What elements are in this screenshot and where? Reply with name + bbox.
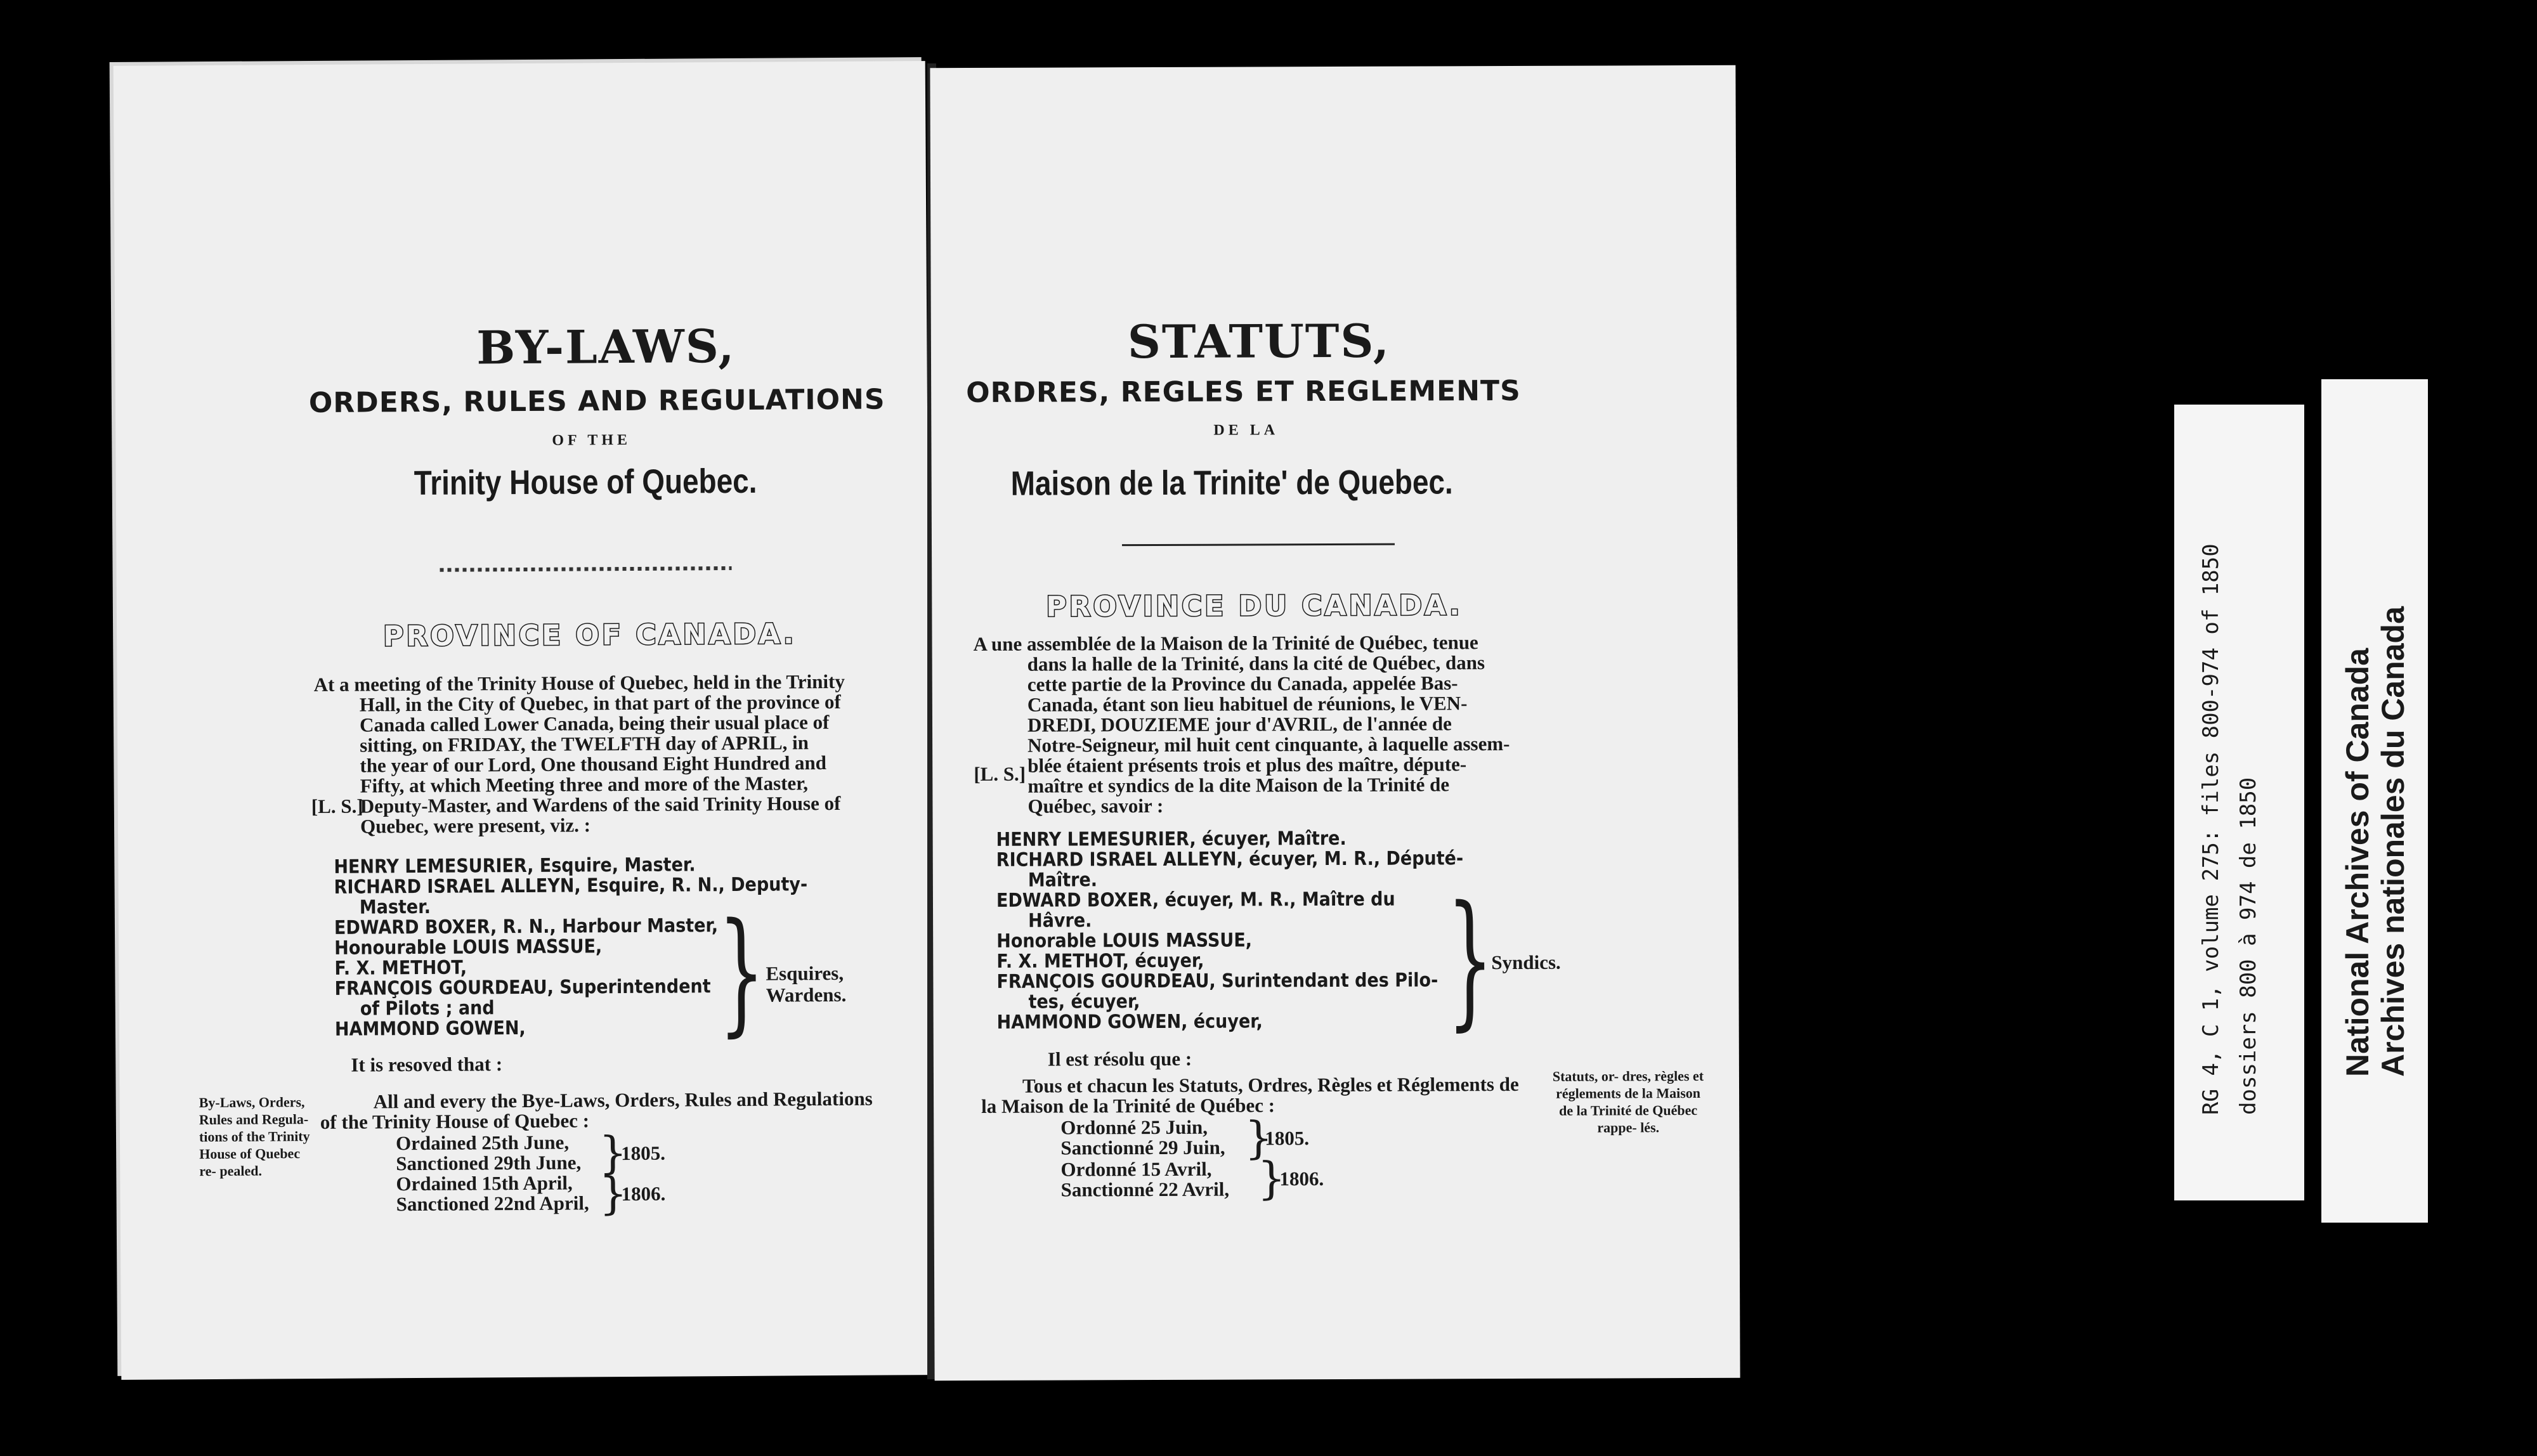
right-page — [930, 65, 1740, 1381]
right-brace-1806: } — [1257, 1152, 1286, 1205]
right-title: STATUTS, — [1127, 313, 1391, 369]
left-ornament-rule — [440, 566, 732, 572]
date-line: Sanctionné 22 Avril, — [1060, 1178, 1230, 1201]
left-resolved: It is resoved that : — [351, 1053, 503, 1076]
preamble-line: blée étaient présents trois et plus des maître, députe- — [1027, 753, 1467, 777]
date-line: Ordonné 25 Juin, — [1060, 1115, 1208, 1139]
right-all-line2: la Maison de la Trinité de Québec : — [981, 1094, 1275, 1117]
name-line: HENRY LEMESURIER, Esquire, Master. — [334, 854, 696, 878]
name-line: HAMMOND GOWEN, écuyer, — [996, 1010, 1263, 1034]
name-line: EDWARD BOXER, R. N., Harbour Master, — [334, 914, 719, 939]
name-line: tes, écuyer, — [1028, 991, 1140, 1013]
left-all-line2: of the Trinity House of Quebec : — [320, 1109, 590, 1133]
preamble-line: Notre-Seigneur, mil huit cent cinquante, à laquelle assem- — [1027, 732, 1510, 757]
preamble-line: maître et syndics de la dite Maison de la Trinité de — [1027, 773, 1450, 797]
left-year-1805: 1805. — [621, 1141, 666, 1165]
left-all-line1: All and every the Bye-Laws, Orders, Rules and Regulations — [373, 1087, 873, 1113]
left-province-heading: PROVINCE OF CANADA. — [383, 618, 797, 653]
preamble-line: cette partie de la Province du Canada, appelée Bas- — [1027, 672, 1458, 696]
right-rule — [1122, 543, 1395, 547]
preamble-line: Canada, étant son lieu habituel de réunions, le VEN- — [1027, 692, 1468, 716]
reference-line1: RG 4, C 1, volume 275: files 800-974 of 1850 — [2198, 543, 2224, 1115]
date-line: Sanctioned 22nd April, — [396, 1192, 589, 1216]
name-line: RICHARD ISRAEL ALLEYN, Esquire, R. N., Deputy- — [334, 873, 808, 899]
preamble-line: Deputy-Master, and Wardens of the said Trinity House of — [360, 791, 841, 817]
name-line: HAMMOND GOWEN, — [334, 1017, 526, 1041]
name-line: F. X. METHOT, écuyer, — [996, 949, 1204, 973]
archive-label — [2321, 379, 2428, 1223]
left-esquires: Esquires, — [766, 961, 844, 985]
name-line: EDWARD BOXER, écuyer, M. R., Maître du — [996, 888, 1395, 912]
left-wardens: Wardens. — [766, 983, 847, 1006]
date-line: Ordained 25th June, — [395, 1131, 570, 1155]
archive-english: National Archives of Canada — [2340, 647, 2375, 1077]
name-line: F. X. METHOT, — [334, 956, 467, 980]
right-subtitle: ORDRES, REGLES ET REGLEMENTS — [966, 374, 1521, 410]
right-margin-note: Statuts, or- dres, règles et réglements de la Maison de la Trinité de Québec rappe- lés. — [1552, 1067, 1704, 1136]
preamble-line: Hall, in the City of Quebec, in that part of the province of — [359, 690, 841, 716]
right-year-1806: 1806. — [1279, 1167, 1324, 1190]
preamble-line: Quebec, were present, viz. : — [360, 814, 591, 838]
left-year-1806: 1806. — [621, 1182, 666, 1206]
left-of-the: OF THE — [552, 431, 632, 449]
right-syndics: Syndics. — [1491, 951, 1561, 974]
date-line: Sanctionné 29 Juin, — [1060, 1136, 1225, 1159]
right-province-heading: PROVINCE DU CANADA. — [1046, 589, 1463, 623]
left-brace-1805: } — [598, 1127, 627, 1180]
right-house-name: Maison de la Trinite' de Quebec. — [1010, 463, 1453, 503]
right-brace-1805: } — [1244, 1112, 1273, 1164]
date-line: Ordained 15th April, — [396, 1171, 573, 1195]
left-margin-note: By-Laws, Orders, Rules and Regula- tions of the Trinity House of Quebec re- pealed. — [199, 1094, 310, 1180]
archive-french: Archives nationales du Canada — [2375, 606, 2411, 1077]
name-line: HENRY LEMESURIER, écuyer, Maître. — [996, 827, 1347, 851]
left-subtitle: ORDERS, RULES AND REGULATIONS — [308, 383, 885, 420]
preamble-line: Canada called Lower Canada, being their usual place of — [359, 711, 830, 736]
right-resolved: Il est résolu que : — [1047, 1047, 1192, 1070]
name-line: FRANÇOIS GOURDEAU, Surintendant des Pilo- — [996, 969, 1438, 993]
name-line: Master. — [359, 895, 431, 919]
preamble-line: A une assemblée de la Maison de la Trinité de Québec, tenue — [973, 631, 1478, 655]
left-wardens-brace: } — [717, 894, 766, 1050]
preamble-line: the year of our Lord, One thousand Eight Hundred and — [360, 751, 827, 777]
right-syndics-brace: } — [1446, 875, 1494, 1045]
right-de-la: DE LA — [1213, 422, 1279, 439]
name-line: Hâvre. — [1028, 909, 1092, 932]
left-brace-1806: } — [599, 1167, 628, 1220]
preamble-line: Québec, savoir : — [1027, 794, 1164, 817]
date-line: Ordonné 15 Avril, — [1060, 1157, 1212, 1181]
name-line: Maître. — [1027, 869, 1098, 892]
left-seal: [L. S.] — [311, 795, 363, 818]
preamble-line: dans la halle de la Trinité, dans la cité de Québec, dans — [1027, 651, 1485, 675]
left-title: BY-LAWS, — [476, 318, 736, 375]
right-all-line1: Tous et chacun les Statuts, Ordres, Règles et Réglements de — [1022, 1072, 1519, 1097]
name-line: FRANÇOIS GOURDEAU, Superintendent — [334, 975, 711, 1000]
right-year-1805: 1805. — [1265, 1127, 1310, 1150]
left-house-name: Trinity House of Quebec. — [414, 462, 757, 503]
preamble-line: DREDI, DOUZIEME jour d'AVRIL, de l'année de — [1027, 712, 1452, 736]
name-line: RICHARD ISRAEL ALLEYN, écuyer, M. R., Député- — [996, 847, 1464, 871]
reference-line2: dossiers 800 à 974 de 1850 — [2236, 777, 2261, 1115]
reference-label — [2174, 405, 2304, 1200]
preamble-line: Fifty, at which Meeting three and more of the Master, — [360, 772, 808, 797]
name-line: Honourable LOUIS MASSUE, — [334, 935, 603, 959]
date-line: Sanctioned 29th June, — [396, 1151, 582, 1175]
preamble-line: At a meeting of the Trinity House of Quebec, held in the Trinity — [313, 670, 845, 696]
name-line: of Pilots ; and — [360, 997, 495, 1020]
preamble-line: sitting, on FRIDAY, the TWELFTH day of APRIL, in — [360, 731, 809, 757]
right-seal: [L. S.] — [974, 762, 1026, 785]
name-line: Honorable LOUIS MASSUE, — [996, 929, 1253, 952]
left-page — [114, 61, 934, 1380]
